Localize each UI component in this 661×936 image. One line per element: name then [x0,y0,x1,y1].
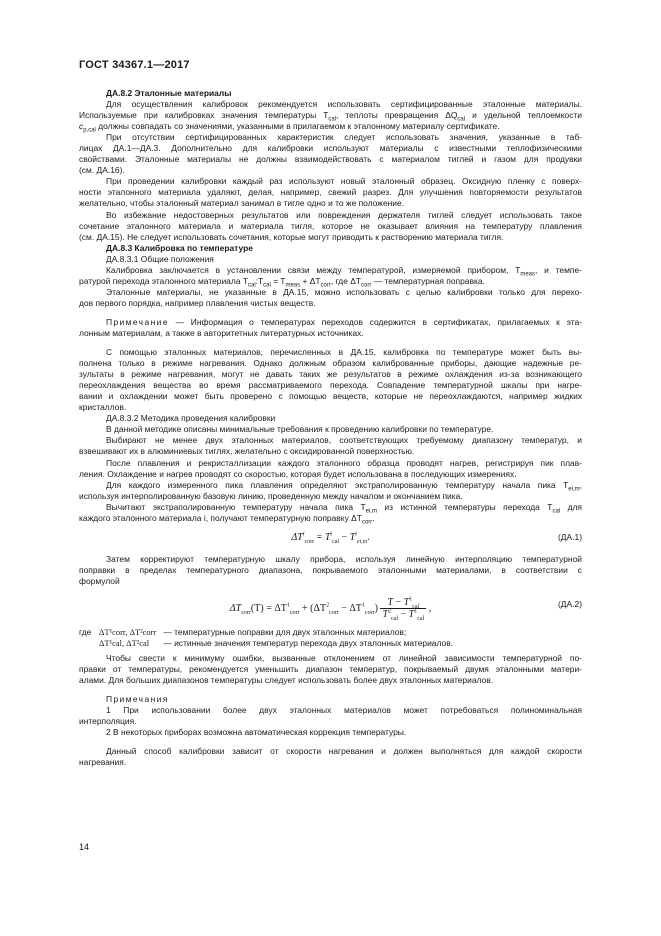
paragraph: С помощью эталонных материалов, перечисленных в ДА.15, калибровка по температуре может быть вы- полнена только в режиме нагревания. Однако должным образом калиброванные приборы, дающие надежные ре- зультаты в режиме нагревания, могут не давать таких же результатов в режиме охлаждения из-за возникающего переохлаждения вещества во время рассматриваемого перехода. Совпадение температурной шкалы при нагре- вании и охлаждении может быть проверено с помощью веществ, которые не переохлаждаются, например жидких кристаллов. [79,347,582,413]
document-body [79,88,582,768]
note: Примечание — Информация о температурах переходов содержится в сертификатах, прилагаемых к эта- лонным материалам, а также в авторитетных литературных источниках. [79,316,582,338]
page-number: 14 [79,842,90,852]
paragraph: Во избежание недостоверных результатов или повреждения держателя тиглей следует использовать такое сочетание эталонного материала и материала тигля, которое не оказывает влияния на температуру плавления (см. ДА.15). Не следует использовать сочетания, которые могут приводить к растворению материала тигля. [79,209,582,242]
section-heading-da83: ДА.8.3 Калибровка по температуре [106,242,253,253]
paragraph: При проведении калибровки каждый раз используют новый эталонный образец. Оксидную пленку с поверх- ности эталонного материала удаляют, делая, например, свежий разрез. Для улучшения повторяемости результатов желательно, чтобы эталонный материал занимал в тигле одно и то же положение. [79,176,582,209]
paragraph: Данный способ калибровки зависит от скорости нагревания и должен выполняться для каждой скорости нагревания. [79,746,582,768]
formula-da2: $\Delta T_{corr}(T) = \Delta T^1_{corr} + (\Delta T^2_{corr} - \Delta T^1_{corr})$ $\frac{T - T^1_{cal}}{T^2_{cal} - T^1_{cal}}$ , (ДА.2) [229,596,582,622]
where-line: ΔT¹cal, ΔT²cal — истинные значения температур перехода двух эталонных материалов. [99,637,454,648]
paragraph: Затем корректируют температурную шкалу прибора, используя линейную интерполяцию температурной поправки в пределах температурного диапазона, покрываемого эталонными материалами, в соответствии с формулой [79,553,582,586]
note: 1 При использовании более двух эталонных материалов может потребоваться полиноминальная интерполяция. [79,705,582,727]
paragraph: Для осуществления калибровок рекомендуется использовать сертифицированные эталонные материалы. Используемые при калибровках значения температуры $T_{cal}$, теплоты превращения $\Delta Q_{cal}$ и удельной теплоемкости $c_{p,cal}$ должны совпадать со значениями, указанными в прилагаемом к эталонному материалу сертификате. [79,99,582,134]
paragraph: При отсутствии сертифицированных характеристик следует использовать значения, указанные в таб- лицах ДА.1—ДА.3. Дополнительно для калибровки используют материалы с известными теплофизическими свойствами. Эталонные материалы не должны взаимодействовать с материалом тиглей и газом для продувки (см. ДА.16). [79,132,582,176]
formula-da1: $\Delta T^i_{corr} = T^i_{cal} - T^i_{ei,m}$. (ДА.1) [291,531,582,545]
formula-number: (ДА.2) [558,598,582,609]
paragraph: Выбирают не менее двух эталонных материалов, соответствующих требуемому диапазону температур, и взвешивают их в алюминиевых тиглях, желательно с оксидированной поверхностью. [79,435,582,457]
paragraph: Калибровка заключается в установлении связи между температурой, измеряемой прибором, $T_{meas}$, и темпе- ратурой перехода эталонного материала $T_{cal}:T_{cal} = T_{meas} + \Delta T_{corr}$, где $\Delta T_{corr}$ — температурная поправка. [79,264,582,289]
paragraph: Чтобы свести к минимуму ошибки, вызванные отклонением от линейной зависимости температурной по- правки от температуры, рекомендуется уменьшить диапазон температур, покрываемый двумя эталонными матери- алами. Для больших диапазонов температуры следует использовать более двух эталонных материалов. [79,653,582,686]
subsection-heading: ДА.8.3.2 Методика проведения калибровки [106,413,276,424]
paragraph: Для каждого измеренного пика плавления определяют экстраполированную температуру начала пика $T_{ei,m}$, используя интерполированную базовую линию, проведенную между началом и окончанием пика. [79,479,582,501]
paragraph: Эталонные материалы, не указанные в ДА.15, можно использовать с целью калибровки только для перехо- дов первого порядка, например плавления чистых веществ. [79,286,582,308]
paragraph: После плавления и рекристаллизации каждого эталонного образца проводят нагрев, регистрируя пик плав- ления. Охлаждение и нагрев проводят со скоростью, которая будет использована в последующих измерениях. [79,457,582,479]
section-heading-da82: ДА.8.2 Эталонные материалы [106,88,232,98]
notes-heading: Примечания [106,694,169,705]
paragraph: В данной методике описаны минимальные требования к проведению калибровки по температуре. [106,424,494,435]
subsection-heading: ДА.8.3.1 Общие положения [106,253,214,264]
paragraph: Вычитают экстраполированную температуру начала пика $T_{ei,m}$ из истинной температуры перехода $T_{cal}$ для каждого эталонного материала i, получают температурную поправку $\Delta T_{corr}$. [79,501,582,526]
formula-number: (ДА.1) [558,531,582,542]
where-line: где ΔT¹corr, ΔT²corr — температурные поправки для двух эталонных материалов; [79,626,407,637]
note: 2 В некоторых приборах возможна автоматическая коррекция температуры. [106,727,407,738]
document-header: ГОСТ 34367.1—2017 [79,59,190,71]
